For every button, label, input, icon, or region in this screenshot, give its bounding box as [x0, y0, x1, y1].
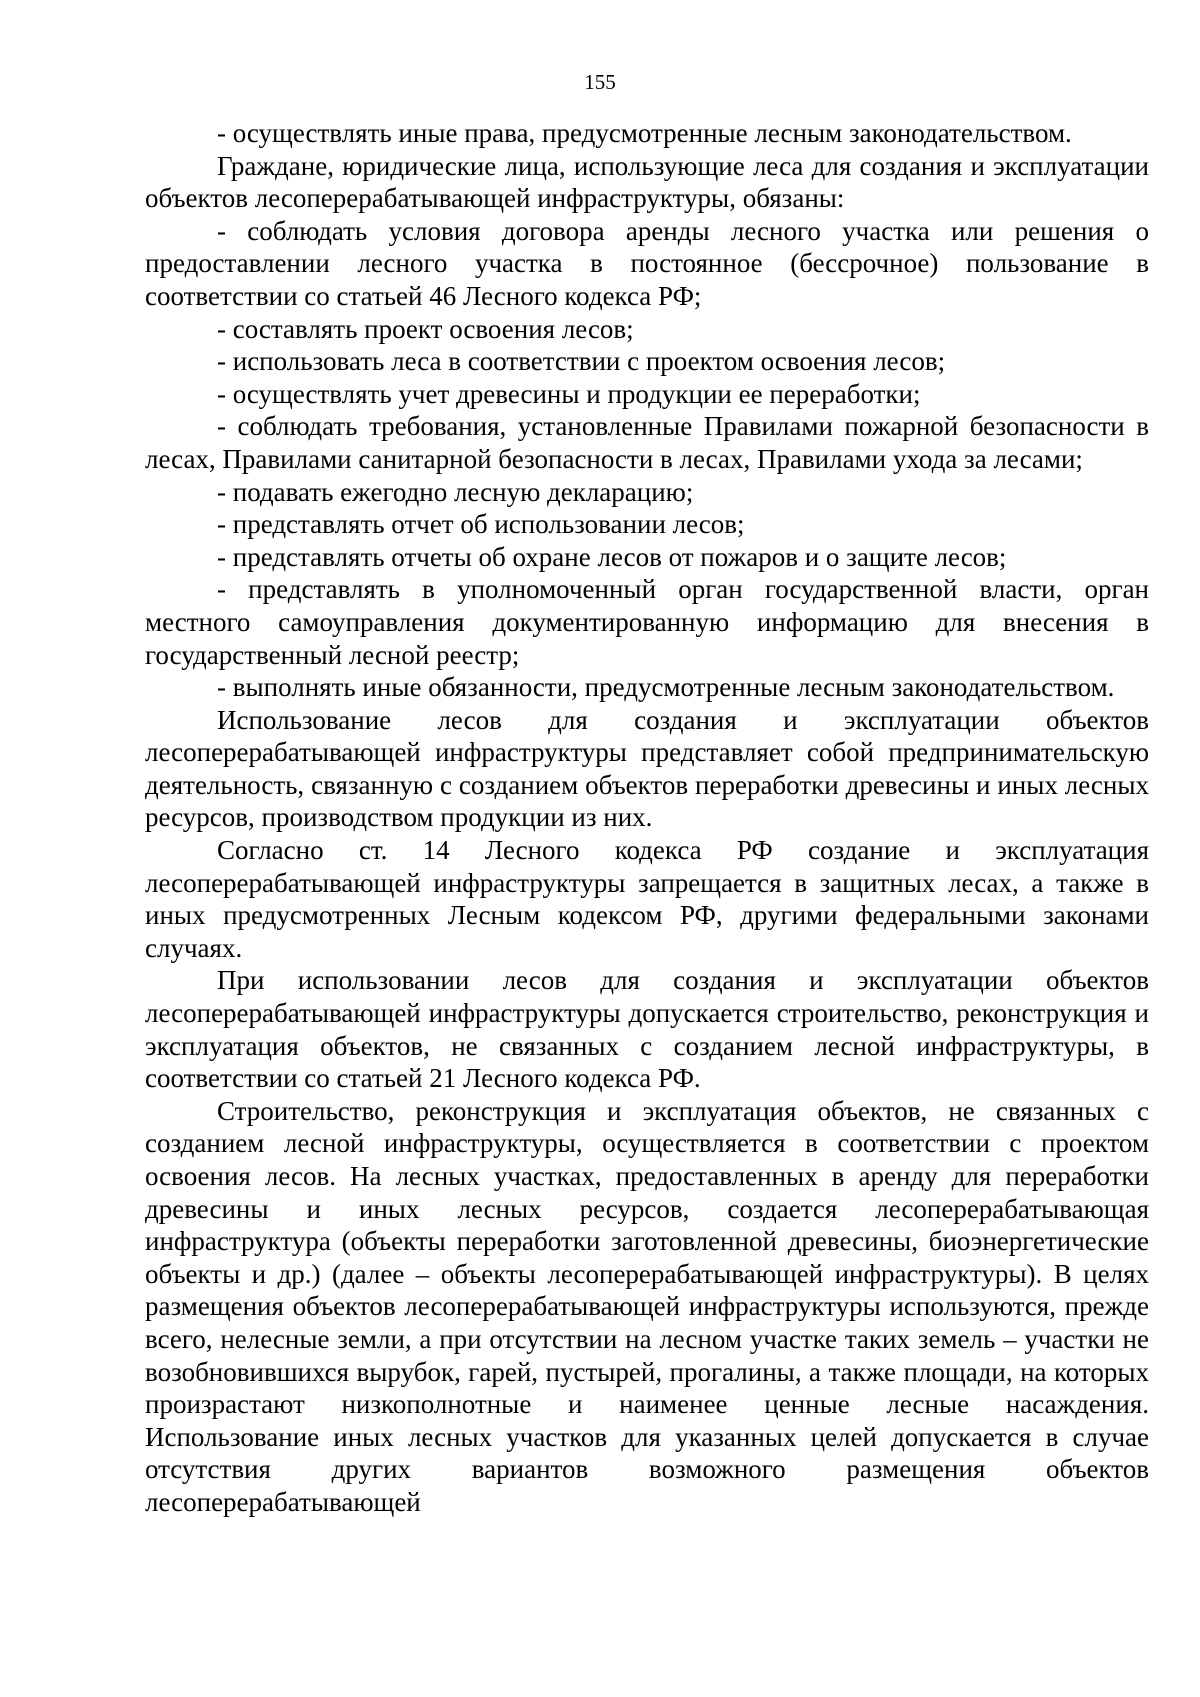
- document-body: [145, 117, 1149, 1519]
- list-item-development-project: - составлять проект освоения лесов;: [217, 313, 634, 344]
- list-item-lease-conditions: - соблюдать условия договора аренды лесного участка или решения о предоставлении лесного участка в постоянное (бессрочное) пользование в соответствии со статьей 46 Лесного кодекса РФ;: [145, 215, 1149, 311]
- paragraph-article-21: При использовании лесов для создания и эксплуатации объектов лесоперерабатывающей инфраструктуры допускается строительство, реконструкция и эксплуатация объектов, не связанных с созданием лесной инфраструктуры, в соответствии со статьей 21 Лесного кодекса РФ.: [145, 965, 1149, 1094]
- list-item-timber-accounting: - осуществлять учет древесины и продукции ее переработки;: [217, 378, 921, 409]
- list-item-forest-declaration: - подавать ежегодно лесную декларацию;: [217, 476, 694, 507]
- paragraph-obligations-intro: Граждане, юридические лица, использующие леса для создания и эксплуатации объектов лесоперерабатывающей инфраструктуры, обязаны:: [145, 150, 1149, 214]
- list-item-use-per-project: - использовать леса в соответствии с проектом освоения лесов;: [217, 346, 946, 377]
- paragraph-rights: - осуществлять иные права, предусмотренные лесным законодательством.: [217, 118, 1072, 148]
- list-item-other-duties: - выполнять иные обязанности, предусмотренные лесным законодательством.: [217, 672, 1115, 703]
- list-item-registry-info: - представлять в уполномоченный орган государственной власти, орган местного самоуправления документированную информацию для внесения в государственный лесной реестр;: [145, 574, 1149, 670]
- paragraph-entrepreneurial-activity: Использование лесов для создания и эксплуатации объектов лесоперерабатывающей инфраструктуры представляет собой предпринимательскую деятельность, связанную с созданием объектов переработки древесины и иных лесных ресурсов, производством продукции из них.: [145, 704, 1149, 833]
- list-item-safety-rules: - соблюдать требования, установленные Правилами пожарной безопасности в лесах, Правилами санитарной безопасности в лесах, Правилами ухода за лесами;: [145, 411, 1149, 474]
- paragraph-article-14: Согласно ст. 14 Лесного кодекса РФ создание и эксплуатация лесоперерабатывающей инфраструктуры запрещается в защитных лесах, а также в иных предусмотренных Лесным кодексом РФ, другими федеральными законами случаях.: [145, 835, 1149, 963]
- page-number: 155: [584, 70, 616, 94]
- list-item-protection-reports: - представлять отчеты об охране лесов от пожаров и о защите лесов;: [217, 541, 1007, 572]
- paragraph-construction: Строительство, реконструкция и эксплуатация объектов, не связанных с созданием лесной инфраструктуры, осуществляется в соответствии с проектом освоения лесов. На лесных участках, предоставленных в аренду для переработки древесины и иных лесных ресурсов, создается лесоперерабатывающая инфраструктура (объекты переработки заготовленной древесины, биоэнергетические объекты и др.) (далее – объекты лесоперерабатывающей инфраструктуры). В целях размещения объектов лесоперерабатывающей инфраструктуры используются, прежде всего, нелесные земли, а при отсутствии на лесном участке таких земель – участки не возобновившихся вырубок, гарей, пустырей, прогалины, а также площади, на которых произрастают низкополнотные и наименее ценные лесные насаждения. Использование иных лесных участков для указанных целей допускается в случае отсутствия других вариантов возможного размещения объектов лесоперерабатывающей: [145, 1095, 1149, 1517]
- list-item-usage-report: - представлять отчет об использовании лесов;: [217, 509, 745, 540]
